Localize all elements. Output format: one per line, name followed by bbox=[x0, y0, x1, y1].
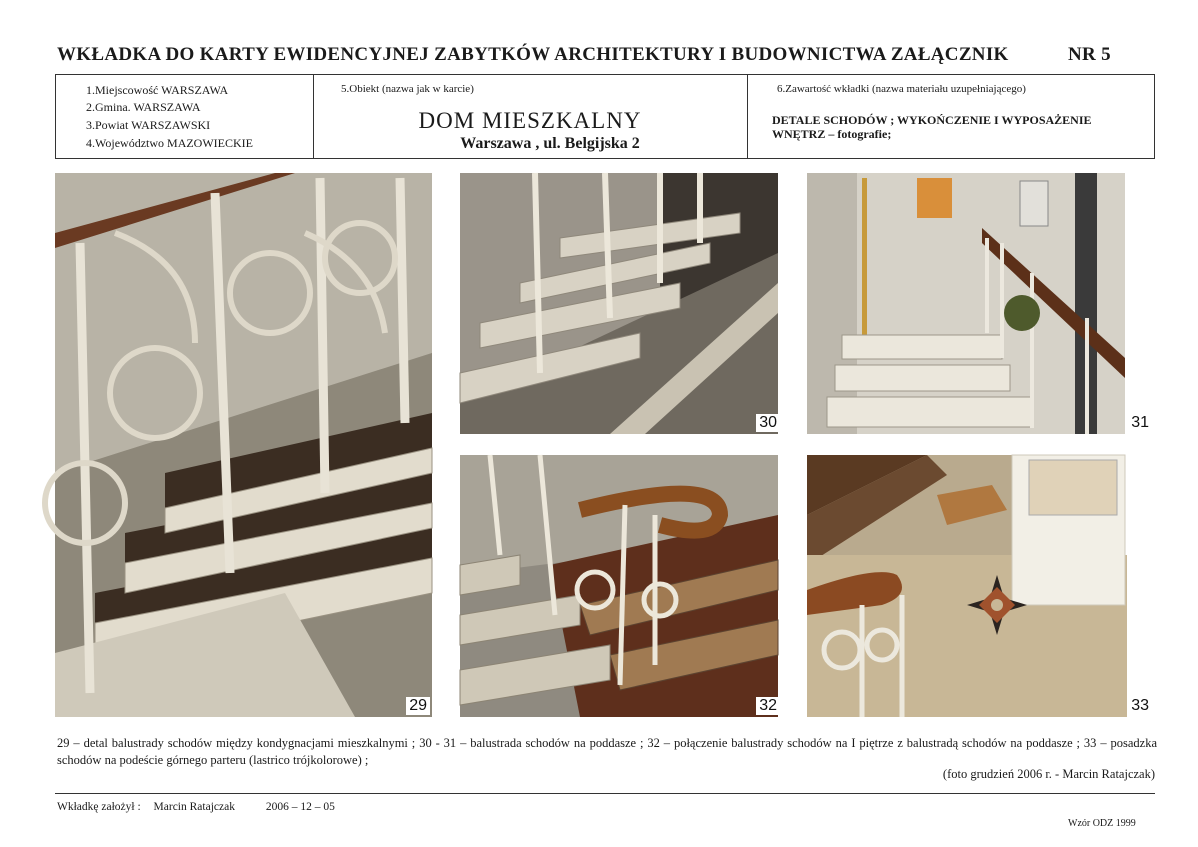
document-title bbox=[57, 44, 1157, 66]
created-author: Marcin Ratajczak bbox=[153, 801, 235, 813]
created-date: 2006 – 12 – 05 bbox=[265, 801, 335, 813]
photo-32 bbox=[460, 455, 778, 717]
photo-33-image bbox=[807, 455, 1125, 717]
photo-29-image bbox=[55, 173, 432, 717]
footer-created bbox=[57, 801, 345, 813]
form-pattern: Wzór ODZ 1999 bbox=[1068, 818, 1136, 829]
photo-33 bbox=[807, 455, 1149, 717]
photo-caption: 29 – detal balustrady schodów między kondygnacjami mieszkalnymi ; 30 - 31 – balustrada schodów na poddasze ; 32 – połączenie balustrady schodów na I piętrze z balustradą schodów na poddasze ; 33 – posadzka schodów na podeście górnego parteru (lastrico trójkolorowe) ; bbox=[57, 736, 1157, 767]
contents-value: DETALE SCHODÓW ; WYKOŃCZENIE I WYPOSAŻENIE WNĘTRZ – fotografie; bbox=[772, 113, 1092, 141]
location-cell bbox=[56, 75, 314, 158]
contents-cell bbox=[747, 75, 1154, 158]
photo-29 bbox=[55, 173, 432, 717]
contents-label: 6.Zawartość wkładki (nazwa materiału uzupełniającego) bbox=[777, 83, 1026, 95]
photo-32-image bbox=[460, 455, 778, 717]
location-line-voivodeship: 4.Województwo MAZOWIECKIE bbox=[86, 136, 253, 150]
object-label: 5.Obiekt (nazwa jak w karcie) bbox=[341, 83, 474, 95]
location-line-town: 1.Miejscowość WARSZAWA bbox=[86, 83, 229, 97]
photo-30-number: 30 bbox=[756, 414, 780, 432]
photo-30-image bbox=[460, 173, 778, 434]
photo-credit: (foto grudzień 2006 r. - Marcin Ratajczak) bbox=[942, 767, 1155, 781]
footer-divider bbox=[55, 793, 1155, 794]
location-line-district: 3.Powiat WARSZAWSKI bbox=[86, 118, 211, 132]
photo-29-number: 29 bbox=[406, 697, 430, 715]
header-table bbox=[55, 74, 1155, 159]
photo-31 bbox=[807, 173, 1149, 434]
photo-32-number: 32 bbox=[756, 697, 780, 715]
photo-31-image bbox=[807, 173, 1125, 434]
location-line-commune: 2.Gmina. WARSZAWA bbox=[86, 100, 201, 114]
object-cell bbox=[313, 75, 748, 158]
photo-33-number: 33 bbox=[1128, 697, 1152, 715]
photo-30 bbox=[460, 173, 778, 434]
attachment-number: NR 5 bbox=[1068, 44, 1111, 65]
object-name: DOM MIESZKALNY bbox=[418, 108, 642, 133]
document-title-main: WKŁADKA DO KARTY EWIDENCYJNEJ ZABYTKÓW ARCHITEKTURY I BUDOWNICTWA ZAŁĄCZNIK bbox=[57, 44, 1009, 65]
object-address: Warszawa , ul. Belgijska 2 bbox=[460, 135, 640, 152]
created-label: Wkładkę założył : bbox=[57, 801, 141, 813]
photo-31-number: 31 bbox=[1128, 414, 1152, 432]
